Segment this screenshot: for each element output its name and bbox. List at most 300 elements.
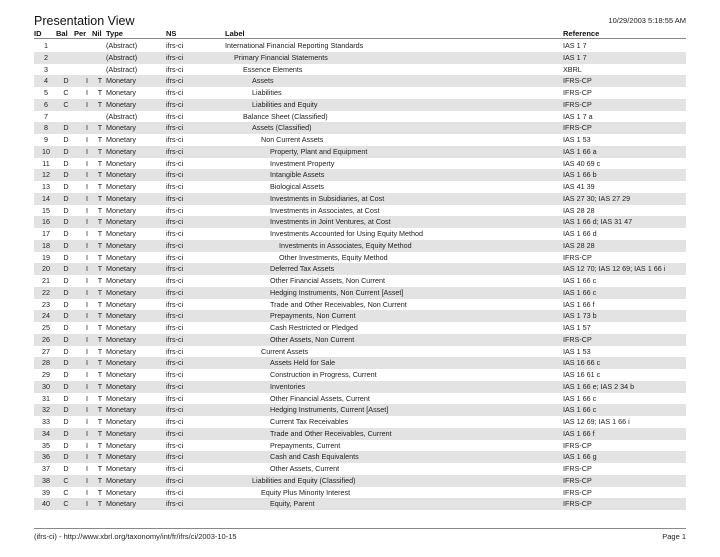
cell-ns: ifrs-ci <box>166 487 184 497</box>
cell-bal: C <box>63 88 69 97</box>
cell-id: 24 <box>42 311 50 321</box>
cell-bal: D <box>63 334 69 344</box>
cell-nil: T <box>97 182 103 191</box>
cell-label: Non Current Assets <box>261 135 324 144</box>
table-row <box>34 134 686 146</box>
cell-label: Other Investments, Equity Method <box>279 252 388 262</box>
cell-reference: IAS 1 66 b <box>563 170 597 180</box>
cell-id: 36 <box>42 452 50 462</box>
cell-reference: IFRS-CP <box>563 464 592 473</box>
table-row <box>34 122 686 134</box>
cell-label: Property, Plant and Equipment <box>270 146 368 156</box>
cell-label: Investments in Joint Ventures, at Cost <box>270 217 391 227</box>
table-row <box>34 40 686 52</box>
cell-label: Current Assets <box>261 346 309 356</box>
cell-reference: IAS 1 66 e; IAS 2 34 b <box>563 381 635 391</box>
cell-type: Monetary <box>106 311 136 321</box>
cell-reference: IAS 40 69 c <box>563 158 601 168</box>
cell-per: I <box>86 475 88 485</box>
cell-label: Other Financial Assets, Non Current <box>270 276 386 285</box>
cell-type: Monetary <box>106 76 136 86</box>
table-row <box>34 416 686 428</box>
cell-id: 23 <box>42 299 50 309</box>
cell-nil: T <box>97 123 103 133</box>
cell-per: I <box>86 464 88 473</box>
cell-bal: D <box>63 217 69 227</box>
cell-bal: D <box>63 464 69 473</box>
cell-ns: ifrs-ci <box>166 240 184 250</box>
cell-id: 22 <box>42 287 50 297</box>
cell-nil: T <box>97 276 103 285</box>
cell-ns: ifrs-ci <box>166 111 184 121</box>
cell-ns: ifrs-ci <box>166 193 184 203</box>
table-row <box>34 487 686 499</box>
header-type: Type <box>106 29 123 38</box>
cell-label: Investment Property <box>270 158 335 168</box>
cell-type: Monetary <box>106 88 136 97</box>
table-row <box>34 87 686 99</box>
cell-per: I <box>86 499 88 509</box>
cell-nil: T <box>97 346 103 356</box>
table-row <box>34 158 686 170</box>
cell-bal: D <box>63 205 69 215</box>
cell-per: I <box>86 182 88 191</box>
cell-reference: IFRS-CP <box>563 475 592 485</box>
cell-nil: T <box>97 323 103 332</box>
cell-reference: IAS 1 66 d <box>563 229 597 238</box>
cell-nil: T <box>97 99 103 109</box>
cell-label: Construction in Progress, Current <box>270 370 377 379</box>
cell-per: I <box>86 487 88 497</box>
table-row <box>34 52 686 64</box>
cell-ns: ifrs-ci <box>166 52 184 62</box>
cell-reference: IAS 1 53 <box>563 346 591 356</box>
cell-type: (Abstract) <box>106 41 138 50</box>
cell-bal: D <box>63 170 69 180</box>
cell-reference: IAS 1 66 c <box>563 276 597 285</box>
cell-type: Monetary <box>106 381 136 391</box>
cell-label: Liabilities and Equity (Classified) <box>252 475 356 485</box>
cell-ns: ifrs-ci <box>166 229 184 238</box>
cell-id: 6 <box>44 99 48 109</box>
cell-reference: IAS 28 28 <box>563 205 595 215</box>
cell-label: Prepayments, Current <box>270 440 341 450</box>
cell-label: Primary Financial Statements <box>234 52 328 62</box>
cell-ns: ifrs-ci <box>166 311 184 321</box>
cell-id: 35 <box>42 440 50 450</box>
cell-reference: IAS 1 66 c <box>563 393 597 403</box>
cell-bal: D <box>63 428 69 438</box>
cell-per: I <box>86 276 88 285</box>
cell-ns: ifrs-ci <box>166 41 184 50</box>
table-row <box>34 99 686 111</box>
cell-per: I <box>86 381 88 391</box>
cell-label: Equity, Parent <box>270 499 315 509</box>
cell-ns: ifrs-ci <box>166 464 184 473</box>
cell-type: Monetary <box>106 417 136 426</box>
cell-reference: IFRS-CP <box>563 440 592 450</box>
cell-type: Monetary <box>106 299 136 309</box>
cell-reference: IFRS-CP <box>563 123 592 133</box>
cell-per: I <box>86 358 88 368</box>
cell-bal: D <box>63 370 69 379</box>
cell-id: 3 <box>44 64 48 74</box>
cell-bal: D <box>63 417 69 426</box>
cell-ns: ifrs-ci <box>166 146 184 156</box>
cell-bal: D <box>63 76 69 86</box>
cell-type: Monetary <box>106 405 136 415</box>
cell-ns: ifrs-ci <box>166 287 184 297</box>
cell-label: Current Tax Receivables <box>270 417 349 426</box>
table-row <box>34 205 686 217</box>
cell-bal: C <box>63 499 69 509</box>
cell-ns: ifrs-ci <box>166 88 184 97</box>
cell-id: 29 <box>42 370 50 379</box>
cell-ns: ifrs-ci <box>166 99 184 109</box>
cell-id: 5 <box>44 88 48 97</box>
cell-label: Other Assets, Non Current <box>270 334 355 344</box>
cell-ns: ifrs-ci <box>166 252 184 262</box>
cell-per: I <box>86 217 88 227</box>
cell-label: Liabilities <box>252 88 282 97</box>
header-reference: Reference <box>563 29 600 38</box>
cell-label: Investments in Associates, at Cost <box>270 205 380 215</box>
table-row <box>34 463 686 475</box>
cell-type: Monetary <box>106 358 136 368</box>
cell-nil: T <box>97 475 103 485</box>
table-row <box>34 440 686 452</box>
cell-nil: T <box>97 311 103 321</box>
cell-per: I <box>86 311 88 321</box>
cell-type: Monetary <box>106 158 136 168</box>
cell-per: I <box>86 452 88 462</box>
cell-reference: IAS 27 30; IAS 27 29 <box>563 193 631 203</box>
cell-bal: D <box>63 229 69 238</box>
cell-label: Assets <box>252 76 274 86</box>
cell-per: I <box>86 146 88 156</box>
cell-label: Other Assets, Current <box>270 464 340 473</box>
table-row <box>34 322 686 334</box>
cell-reference: IFRS-CP <box>563 334 592 344</box>
cell-type: Monetary <box>106 217 136 227</box>
cell-type: Monetary <box>106 182 136 191</box>
cell-id: 30 <box>42 381 50 391</box>
cell-label: Cash and Cash Equivalents <box>270 452 359 462</box>
cell-bal: D <box>63 135 69 144</box>
cell-nil: T <box>97 464 103 473</box>
table-row <box>34 299 686 311</box>
cell-reference: IAS 1 7 <box>563 41 587 50</box>
cell-id: 14 <box>42 193 50 203</box>
cell-bal: D <box>63 381 69 391</box>
cell-ns: ifrs-ci <box>166 417 184 426</box>
table-row <box>34 193 686 205</box>
cell-per: I <box>86 417 88 426</box>
cell-ns: ifrs-ci <box>166 346 184 356</box>
cell-bal: D <box>63 287 69 297</box>
cell-per: I <box>86 334 88 344</box>
cell-per: I <box>86 440 88 450</box>
header-per: Per <box>74 29 87 38</box>
cell-label: Trade and Other Receivables, Non Current <box>270 299 407 309</box>
cell-bal: D <box>63 405 69 415</box>
cell-nil: T <box>97 240 103 250</box>
cell-type: Monetary <box>106 252 136 262</box>
cell-label: Biological Assets <box>270 182 324 191</box>
cell-reference: IAS 41 39 <box>563 182 595 191</box>
cell-id: 9 <box>44 135 48 144</box>
table-row <box>34 75 686 87</box>
cell-ns: ifrs-ci <box>166 334 184 344</box>
cell-id: 15 <box>42 205 50 215</box>
cell-per: I <box>86 135 88 144</box>
cell-label: Balance Sheet (Classified) <box>243 111 328 121</box>
cell-bal: D <box>63 240 69 250</box>
cell-nil: T <box>97 217 103 227</box>
cell-label: Intangible Assets <box>270 170 325 180</box>
cell-reference: IFRS-CP <box>563 88 592 97</box>
timestamp: 10/29/2003 5:18:55 AM <box>608 16 686 25</box>
cell-type: Monetary <box>106 205 136 215</box>
cell-bal: D <box>63 393 69 403</box>
cell-per: I <box>86 229 88 238</box>
cell-label: Other Financial Assets, Current <box>270 393 370 403</box>
cell-per: I <box>86 428 88 438</box>
header-label: Label <box>225 29 245 38</box>
table-row <box>34 498 686 510</box>
header-nil: Nil <box>92 29 102 38</box>
cell-id: 16 <box>42 217 50 227</box>
cell-label: Investments in Associates, Equity Method <box>279 240 412 250</box>
cell-bal: D <box>63 182 69 191</box>
cell-reference: IAS 1 73 b <box>563 311 597 321</box>
cell-reference: IAS 1 66 f <box>563 299 595 309</box>
cell-nil: T <box>97 135 103 144</box>
table-row <box>34 287 686 299</box>
cell-per: I <box>86 88 88 97</box>
cell-id: 27 <box>42 346 50 356</box>
cell-reference: IAS 1 66 c <box>563 405 597 415</box>
cell-type: Monetary <box>106 123 136 133</box>
cell-id: 11 <box>42 158 50 168</box>
cell-type: Monetary <box>106 487 136 497</box>
cell-type: Monetary <box>106 276 136 285</box>
table-row <box>34 475 686 487</box>
cell-id: 32 <box>42 405 50 415</box>
cell-ns: ifrs-ci <box>166 428 184 438</box>
cell-label: Hedging Instruments, Non Current [Asset] <box>270 287 404 297</box>
cell-reference: IAS 16 66 c <box>563 358 601 368</box>
cell-reference: IAS 12 69; IAS 1 66 i <box>563 417 630 426</box>
cell-ns: ifrs-ci <box>166 182 184 191</box>
cell-reference: IAS 1 7 <box>563 52 587 62</box>
cell-bal: D <box>63 346 69 356</box>
cell-ns: ifrs-ci <box>166 440 184 450</box>
cell-id: 20 <box>42 264 50 274</box>
cell-ns: ifrs-ci <box>166 217 184 227</box>
table-row <box>34 404 686 416</box>
cell-ns: ifrs-ci <box>166 499 184 509</box>
cell-bal: D <box>63 358 69 368</box>
cell-ns: ifrs-ci <box>166 276 184 285</box>
cell-reference: IAS 1 66 c <box>563 287 597 297</box>
cell-id: 7 <box>44 111 48 121</box>
cell-ns: ifrs-ci <box>166 205 184 215</box>
cell-type: Monetary <box>106 440 136 450</box>
table-row <box>34 240 686 252</box>
cell-id: 17 <box>42 229 50 238</box>
cell-nil: T <box>97 158 103 168</box>
cell-ns: ifrs-ci <box>166 135 184 144</box>
cell-type: Monetary <box>106 135 136 144</box>
cell-nil: T <box>97 334 103 344</box>
cell-nil: T <box>97 428 103 438</box>
table-row <box>34 111 686 123</box>
cell-label: Deferred Tax Assets <box>270 264 335 274</box>
cell-type: Monetary <box>106 393 136 403</box>
cell-bal: D <box>63 452 69 462</box>
cell-type: Monetary <box>106 264 136 274</box>
cell-id: 2 <box>44 52 48 62</box>
cell-nil: T <box>97 287 103 297</box>
header-ns: NS <box>166 29 177 38</box>
cell-per: I <box>86 158 88 168</box>
cell-nil: T <box>97 193 103 203</box>
table-row <box>34 310 686 322</box>
cell-id: 25 <box>42 323 50 332</box>
cell-ns: ifrs-ci <box>166 76 184 86</box>
cell-id: 28 <box>42 358 50 368</box>
cell-reference: IAS 1 57 <box>563 323 591 332</box>
cell-id: 12 <box>42 170 50 180</box>
cell-id: 31 <box>42 393 50 403</box>
cell-label: Inventories <box>270 381 306 391</box>
cell-bal: D <box>63 276 69 285</box>
cell-ns: ifrs-ci <box>166 381 184 391</box>
cell-bal: C <box>63 475 69 485</box>
cell-nil: T <box>97 299 103 309</box>
cell-type: Monetary <box>106 334 136 344</box>
cell-nil: T <box>97 170 103 180</box>
cell-nil: T <box>97 487 103 497</box>
cell-per: I <box>86 240 88 250</box>
cell-reference: IFRS-CP <box>563 499 592 509</box>
cell-per: I <box>86 264 88 274</box>
cell-label: Prepayments, Non Current <box>270 311 356 321</box>
cell-nil: T <box>97 88 103 97</box>
cell-per: I <box>86 405 88 415</box>
cell-id: 34 <box>42 428 50 438</box>
cell-reference: IAS 1 7 a <box>563 111 593 121</box>
table-row <box>34 64 686 76</box>
cell-per: I <box>86 323 88 332</box>
cell-bal: D <box>63 123 69 133</box>
cell-per: I <box>86 99 88 109</box>
table-row <box>34 428 686 440</box>
cell-nil: T <box>97 440 103 450</box>
cell-id: 13 <box>42 182 50 191</box>
cell-bal: D <box>63 264 69 274</box>
cell-bal: C <box>63 99 69 109</box>
table-row <box>34 451 686 463</box>
cell-nil: T <box>97 417 103 426</box>
cell-ns: ifrs-ci <box>166 393 184 403</box>
cell-ns: ifrs-ci <box>166 299 184 309</box>
cell-label: Cash Restricted or Pledged <box>270 323 358 332</box>
cell-ns: ifrs-ci <box>166 123 184 133</box>
page-title: Presentation View <box>34 14 135 28</box>
cell-reference: IFRS-CP <box>563 252 592 262</box>
cell-nil: T <box>97 405 103 415</box>
footer-divider <box>34 528 686 529</box>
cell-per: I <box>86 287 88 297</box>
cell-nil: T <box>97 381 103 391</box>
cell-id: 39 <box>42 487 50 497</box>
cell-nil: T <box>97 205 103 215</box>
cell-reference: IAS 1 53 <box>563 135 591 144</box>
cell-ns: ifrs-ci <box>166 475 184 485</box>
cell-label: Liabilities and Equity <box>252 99 318 109</box>
cell-reference: IAS 1 66 f <box>563 428 595 438</box>
cell-per: I <box>86 193 88 203</box>
cell-per: I <box>86 205 88 215</box>
cell-nil: T <box>97 76 103 86</box>
cell-reference: IFRS-CP <box>563 99 592 109</box>
cell-per: I <box>86 346 88 356</box>
cell-ns: ifrs-ci <box>166 64 184 74</box>
cell-reference: IFRS-CP <box>563 487 592 497</box>
cell-bal: D <box>63 311 69 321</box>
cell-ns: ifrs-ci <box>166 170 184 180</box>
table-row <box>34 346 686 358</box>
table-row <box>34 263 686 275</box>
cell-bal: D <box>63 146 69 156</box>
cell-per: I <box>86 76 88 86</box>
cell-id: 1 <box>44 41 48 50</box>
cell-reference: IAS 1 66 g <box>563 452 597 462</box>
cell-type: Monetary <box>106 287 136 297</box>
cell-label: Investments in Subsidiaries, at Cost <box>270 193 385 203</box>
header-id: ID <box>34 29 42 38</box>
cell-per: I <box>86 123 88 133</box>
cell-id: 21 <box>42 276 50 285</box>
cell-label: International Financial Reporting Standards <box>225 41 364 50</box>
cell-ns: ifrs-ci <box>166 264 184 274</box>
cell-id: 4 <box>44 76 48 86</box>
cell-nil: T <box>97 499 103 509</box>
cell-per: I <box>86 170 88 180</box>
table-row <box>34 181 686 193</box>
cell-reference: XBRL <box>563 64 582 74</box>
cell-id: 8 <box>44 123 48 133</box>
cell-id: 37 <box>42 464 50 473</box>
cell-label: Trade and Other Receivables, Current <box>270 428 392 438</box>
cell-reference: IAS 1 66 a <box>563 146 597 156</box>
cell-reference: IAS 1 66 d; IAS 31 47 <box>563 217 633 227</box>
cell-reference: IAS 16 61 c <box>563 370 601 379</box>
footer-source: (ifrs-ci) - http://www.xbrl.org/taxonomy/int/fr/ifrs/ci/2003-10-15 <box>34 532 237 541</box>
table-body <box>34 40 686 510</box>
cell-nil: T <box>97 146 103 156</box>
cell-type: Monetary <box>106 146 136 156</box>
cell-ns: ifrs-ci <box>166 370 184 379</box>
cell-id: 10 <box>42 146 50 156</box>
cell-nil: T <box>97 229 103 238</box>
cell-ns: ifrs-ci <box>166 405 184 415</box>
cell-label: Essence Elements <box>243 64 303 74</box>
cell-type: Monetary <box>106 240 136 250</box>
cell-label: Investments Accounted for Using Equity Method <box>270 229 424 238</box>
